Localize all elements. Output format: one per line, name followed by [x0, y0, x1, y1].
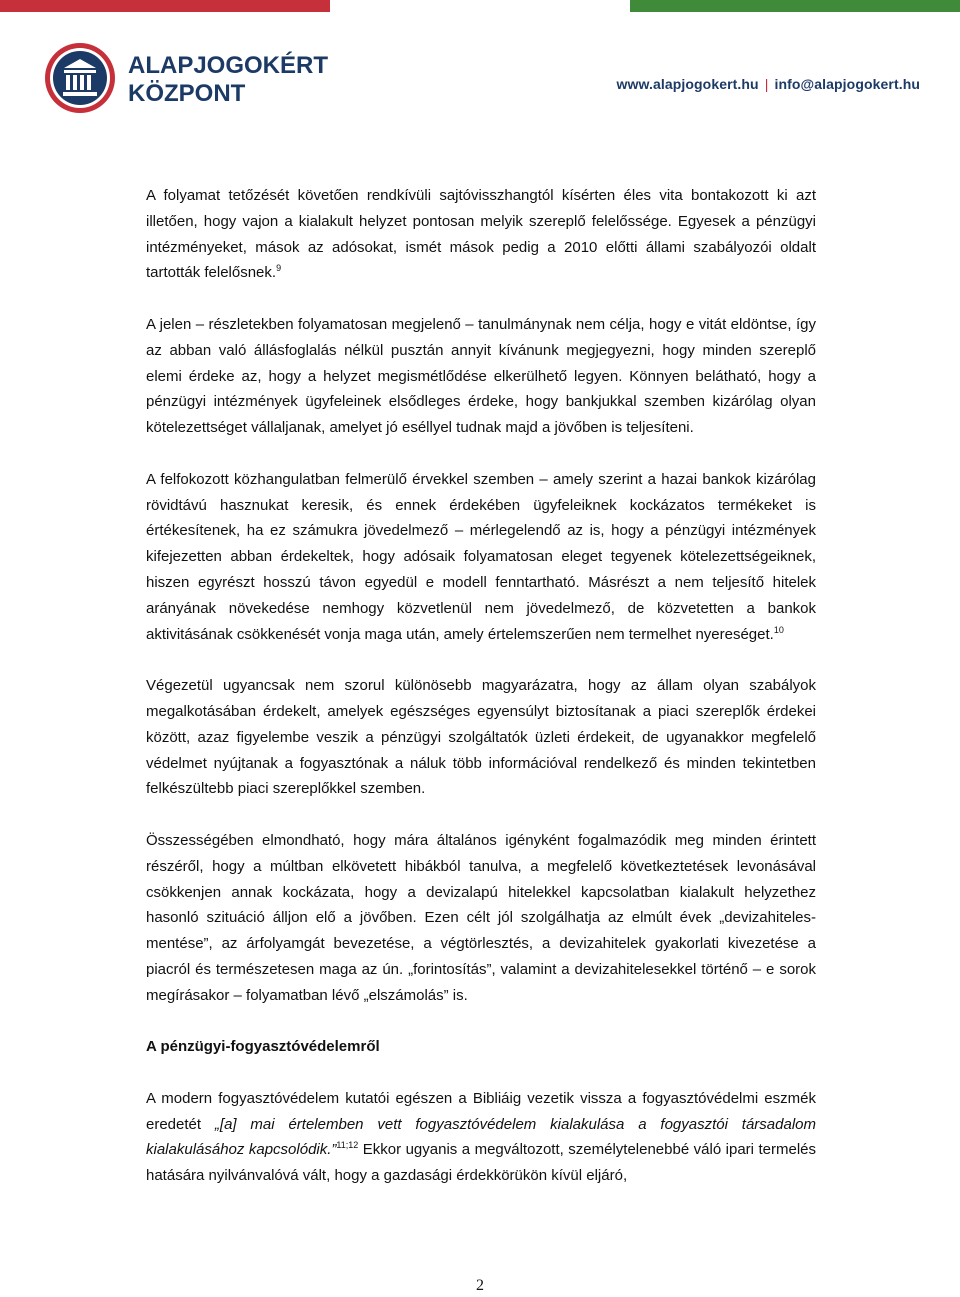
- section-heading: A pénzügyi-fogyasztóvédelemről: [146, 1038, 380, 1056]
- paragraph-6: A modern fogyasztóvédelem kutatói egészen a Bibliáig vezetik vissza a fogyasztóvédelmi eszmék eredetét „[a] mai értelemben vett fogyasztóvédelem kialakulása a fogyasztói társadalom kialakulásához kapcsolódik.”$^{11;12}$ Ekkor ugyanis a megváltozott, személytelenebbé váló ipari termelés hatására nyilvánvalóvá vált, hogy a gazdasági érdekkörükön kívül eljáró,: [146, 1089, 816, 1185]
- footnote-ref-11-12[interactable]: 11;12: [336, 1140, 359, 1151]
- quoted-text: „[a] mai értelemben vett fogyasztóvédelem kialakulása a fogyasztói társadalom kialakulásához kapcsolódik.”: [146, 1115, 816, 1159]
- paragraph-3: A felfokozott közhangulatban felmerülő érvekkel szemben – amely szerint a hazai bankok kizárólag rövidtávú hasznukat keresik, és ennek érdekében ügyfeleiknek kockázatos termékeket is értékesítenek, ha ez számukra jövedelmező – mérlegelendő az is, hogy a pénzügyi intézmények kifejezetten abban érdekeltek, hogy adósaik folyamatosan eleget tegyenek kötelezettségeiknek, hiszen egyrészt hosszú távon egyedül e modell fenntartható. Másrészt a nem teljesítő hitelek arányának növekedése nemhogy közvetlenül nem jövedelmező, de közvetetten a bankok aktivitásának csökkenését vonja maga után, amely értelemszerűen nem termelhet nyereséget.$^{10}$: [146, 470, 816, 643]
- logo-emblem-icon: [45, 43, 115, 113]
- paragraph-1: A folyamat tetőzését követően rendkívüli sajtóvisszhangtól kísérten éles vita bontakozott ki azt illetően, hogy vajon a kialakult helyzet pontosan melyik szereplő felelőssége. Egyesek a pénzügyi intézményeket, mások az adósokat, ismét mások pedig a 2010 előtti állami szabályozói oldalt tartották felelősnek.$^9$: [146, 187, 816, 282]
- contact-separator: |: [764, 76, 769, 92]
- top-color-bar: [0, 0, 960, 12]
- green-stripe: [630, 0, 960, 12]
- document-body: [146, 183, 816, 1215]
- paragraph-2: A jelen – részletekben folyamatosan megjelenő – tanulmánynak nem célja, hogy e vitát eldöntse, így az abban való állásfoglalás nélkül pusztán annyit kívánunk megjegyezni, hogy minden szereplő elemi érdeke az, hogy a helyzet megismétlődése elkerülhető legyen. Könnyen belátható, hogy a pénzügyi intézmények ügyfeleinek elsődleges érdeke, hogy bankjukkal szemben kizárólag olyan kötelezettséget vállaljanak, amelyet jó eséllyel tudnak majd a jövőben is teljesíteni.: [146, 315, 816, 437]
- red-stripe: [0, 0, 330, 12]
- brand-line-2: KÖZPONT: [128, 80, 246, 107]
- paragraph-5: Összességében elmondható, hogy mára általános igényként fogalmazódik meg minden érintett részéről, hogy a múltban elkövetett hibákból tanulva, a megfelelő következtetések levonásával csökkenjen annak kockázata, hogy a devizalapú hitelekkel kapcsolatban kialakult helyzethez hasonló szituáció álljon elő a jövőben. Ezen célt jól szolgálhatja az elmúlt évek „devizahiteles-mentése”, az árfolyamgát bevezetése, a végtörlesztés, a devizahitelek gyakorlati kivezetése a piacról és természetesen maga az ún. „forintosítás”, valamint a devizahitelesekkel történő – e sorok megírásakor – folyamatban lévő „elszámolás” is.: [146, 831, 816, 1004]
- website-link[interactable]: www.alapjogokert.hu: [616, 76, 759, 92]
- brand-line-1: ALAPJOGOKÉRT: [128, 52, 329, 79]
- logo: [44, 42, 334, 114]
- white-stripe: [330, 0, 630, 12]
- contact-info: [600, 76, 920, 98]
- email-link[interactable]: info@alapjogokert.hu: [774, 76, 920, 92]
- paragraph-4: Végezetül ugyancsak nem szorul különösebb magyarázatra, hogy az állam olyan szabályok megalkotásában érdekelt, amelyek egészséges egyensúlyt biztosítanak a piaci szereplők érdekei között, azaz figyelembe veszik a pénzügyi szolgáltatók üzleti érdekeit, de ugyanakkor megfelelő védelmet nyújtanak a fogyasztónak a náluk több információval rendelkező és minden tekintetben felkészültebb piaci szereplőkkel szemben.: [146, 677, 816, 798]
- footnote-ref-10[interactable]: 10: [773, 624, 784, 635]
- footnote-ref-9[interactable]: 9: [276, 263, 282, 274]
- page-number: 2: [476, 1277, 484, 1294]
